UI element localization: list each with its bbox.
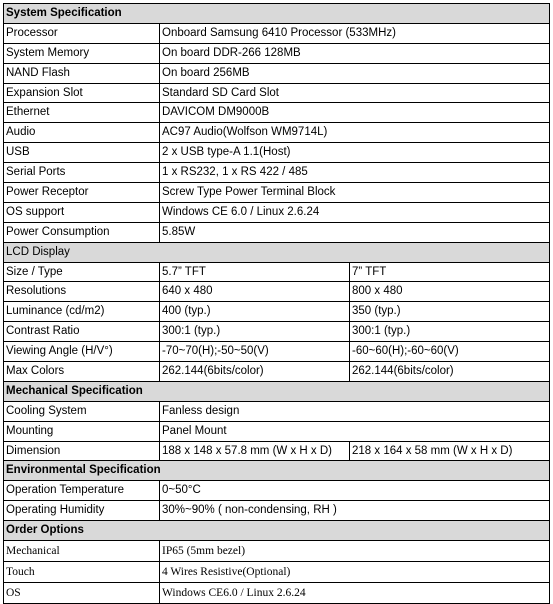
row-label: Size / Type	[4, 262, 160, 282]
table-row	[4, 163, 550, 183]
row-value-second: 262.144(6bits/color)	[350, 362, 550, 382]
row-value: Panel Mount	[160, 421, 550, 441]
row-value: Onboard Samsung 6410 Processor (533MHz)	[160, 23, 550, 43]
table-row	[4, 103, 550, 123]
table-row	[4, 302, 550, 322]
specification-table	[3, 3, 550, 604]
row-value: Windows CE6.0 / Linux 2.6.24	[160, 583, 550, 604]
row-value-second: 800 x 480	[350, 282, 550, 302]
section-title: Mechanical Specification	[4, 381, 550, 401]
row-label: Expansion Slot	[4, 83, 160, 103]
row-value: 5.85W	[160, 222, 550, 242]
row-value: Standard SD Card Slot	[160, 83, 550, 103]
row-value-second: 7” TFT	[350, 262, 550, 282]
table-row	[4, 202, 550, 222]
row-value-second: 300:1 (typ.)	[350, 322, 550, 342]
row-value: IP65 (5mm bezel)	[160, 541, 550, 562]
table-row	[4, 143, 550, 163]
table-row	[4, 123, 550, 143]
row-label: NAND Flash	[4, 63, 160, 83]
row-value: Windows CE 6.0 / Linux 2.6.24	[160, 202, 550, 222]
row-label: Luminance (cd/m2)	[4, 302, 160, 322]
row-label: Ethernet	[4, 103, 160, 123]
row-label: Resolutions	[4, 282, 160, 302]
section-header-row	[4, 521, 550, 541]
row-value-first: 300:1 (typ.)	[160, 322, 350, 342]
table-row	[4, 322, 550, 342]
row-label: Contrast Ratio	[4, 322, 160, 342]
row-label: OS	[4, 583, 160, 604]
table-row	[4, 541, 550, 562]
table-row	[4, 23, 550, 43]
row-value-first: 262.144(6bits/color)	[160, 362, 350, 382]
row-value: On board DDR-266 128MB	[160, 43, 550, 63]
section-header-row	[4, 4, 550, 24]
row-value: 2 x USB type-A 1.1(Host)	[160, 143, 550, 163]
table-row	[4, 562, 550, 583]
table-row	[4, 83, 550, 103]
table-row	[4, 441, 550, 461]
table-row	[4, 342, 550, 362]
section-header-row	[4, 242, 550, 262]
table-row	[4, 362, 550, 382]
row-label: Dimension	[4, 441, 160, 461]
table-row	[4, 183, 550, 203]
specification-table-body	[4, 4, 550, 604]
row-value: 1 x RS232, 1 x RS 422 / 485	[160, 163, 550, 183]
row-label: Power Consumption	[4, 222, 160, 242]
row-label: System Memory	[4, 43, 160, 63]
row-label: Mounting	[4, 421, 160, 441]
row-value-first: 188 x 148 x 57.8 mm (W x H x D)	[160, 441, 350, 461]
section-title: LCD Display	[4, 242, 550, 262]
table-row	[4, 401, 550, 421]
section-header-row	[4, 381, 550, 401]
table-row	[4, 501, 550, 521]
section-title: System Specification	[4, 4, 550, 24]
row-label: Operating Humidity	[4, 501, 160, 521]
row-value-first: 5.7” TFT	[160, 262, 350, 282]
row-value-second: 350 (typ.)	[350, 302, 550, 322]
section-header-row	[4, 461, 550, 481]
row-value-second: 218 x 164 x 58 mm (W x H x D)	[350, 441, 550, 461]
row-label: Processor	[4, 23, 160, 43]
row-label: Serial Ports	[4, 163, 160, 183]
table-row	[4, 43, 550, 63]
row-value-first: -70~70(H);-50~50(V)	[160, 342, 350, 362]
table-row	[4, 421, 550, 441]
row-value: DAVICOM DM9000B	[160, 103, 550, 123]
row-value: On board 256MB	[160, 63, 550, 83]
section-title: Order Options	[4, 521, 550, 541]
section-title: Environmental Specification	[4, 461, 550, 481]
row-value: 4 Wires Resistive(Optional)	[160, 562, 550, 583]
row-value: AC97 Audio(Wolfson WM9714L)	[160, 123, 550, 143]
row-label: Mechanical	[4, 541, 160, 562]
table-row	[4, 262, 550, 282]
row-label: USB	[4, 143, 160, 163]
row-label: Max Colors	[4, 362, 160, 382]
row-value: Fanless design	[160, 401, 550, 421]
row-label: Viewing Angle (H/V°)	[4, 342, 160, 362]
row-value-first: 400 (typ.)	[160, 302, 350, 322]
row-value-second: -60~60(H);-60~60(V)	[350, 342, 550, 362]
row-label: OS support	[4, 202, 160, 222]
row-value: 30%~90% ( non-condensing, RH )	[160, 501, 550, 521]
table-row	[4, 222, 550, 242]
row-label: Cooling System	[4, 401, 160, 421]
table-row	[4, 481, 550, 501]
row-label: Audio	[4, 123, 160, 143]
row-label: Touch	[4, 562, 160, 583]
row-label: Power Receptor	[4, 183, 160, 203]
table-row	[4, 282, 550, 302]
row-value: 0~50°C	[160, 481, 550, 501]
table-row	[4, 583, 550, 604]
table-row	[4, 63, 550, 83]
row-label: Operation Temperature	[4, 481, 160, 501]
row-value-first: 640 x 480	[160, 282, 350, 302]
row-value: Screw Type Power Terminal Block	[160, 183, 550, 203]
